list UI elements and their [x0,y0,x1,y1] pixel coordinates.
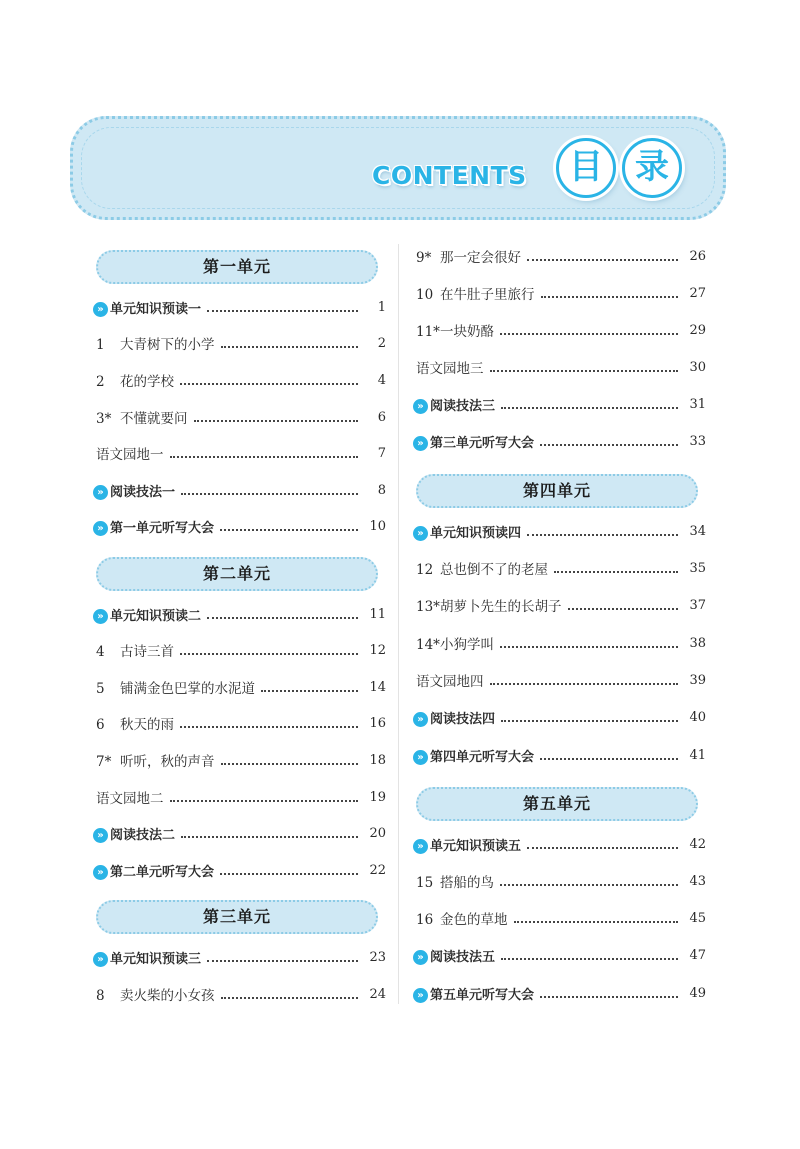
double-chevron-right-icon: » [93,302,108,317]
toc-entry[interactable]: 7* 听听，秋的声音 18 [96,752,386,770]
unit-heading-2[interactable]: 第二单元 [96,557,378,591]
double-chevron-right-icon: » [93,952,108,967]
unit-heading-1[interactable]: 第一单元 [96,250,378,284]
double-chevron-right-icon: » [93,828,108,843]
double-chevron-right-icon: » [413,950,428,965]
toc-entry[interactable]: 1 大青树下的小学 2 [96,335,386,353]
unit-heading-4[interactable]: 第四单元 [416,474,698,508]
toc-entry[interactable]: 3* 不懂就要问 6 [96,409,386,427]
double-chevron-right-icon: » [413,712,428,727]
contents-word: CONTENTS [372,161,527,190]
toc-entry[interactable]: 语文园地三 30 [416,359,706,377]
double-chevron-right-icon: » [413,526,428,541]
toc-entry[interactable]: 2 花的学校 4 [96,372,386,390]
toc-entry[interactable]: 16 金色的草地 45 [416,910,706,928]
toc-entry[interactable]: 9* 那一定会很好 26 [416,248,706,266]
title-char-lu: 录 [622,138,682,198]
double-chevron-right-icon: » [413,436,428,451]
double-chevron-right-icon: » [413,399,428,414]
toc-entry[interactable]: 6 秋天的雨 16 [96,715,386,733]
toc-entry[interactable]: 10 在牛肚子里旅行 27 [416,285,706,303]
double-chevron-right-icon: » [413,839,428,854]
toc-entry[interactable]: » 单元知识预读五 42 [416,833,706,855]
toc-entry[interactable]: » 第三单元听写大会 33 [416,430,706,452]
toc-entry[interactable]: 语文园地二 19 [96,789,386,807]
toc-entry[interactable]: 语文园地四 39 [416,672,706,690]
double-chevron-right-icon: » [93,609,108,624]
toc-entry[interactable]: 15 搭船的鸟 43 [416,873,706,891]
toc-entry[interactable]: » 单元知识预读一 1 [96,296,386,318]
double-chevron-right-icon: » [93,865,108,880]
double-chevron-right-icon: » [93,485,108,500]
toc-entry[interactable]: 语文园地一 7 [96,445,386,463]
toc-entry[interactable]: » 阅读技法三 31 [416,393,706,415]
toc-entry[interactable]: » 第四单元听写大会 41 [416,744,706,766]
toc-entry[interactable]: 8 卖火柴的小女孩 24 [96,986,386,1004]
toc-entry[interactable]: 5 铺满金色巴掌的水泥道 14 [96,679,386,697]
double-chevron-right-icon: » [413,988,428,1003]
toc-entry[interactable]: » 第一单元听写大会 10 [96,515,386,537]
title-char-mu: 目 [556,138,616,198]
toc-entry[interactable]: » 单元知识预读三 23 [96,946,386,968]
double-chevron-right-icon: » [413,750,428,765]
toc-entry[interactable]: » 阅读技法二 20 [96,822,386,844]
toc-entry[interactable]: » 阅读技法五 47 [416,944,706,966]
toc-entry[interactable]: 14*小狗学叫 38 [416,635,706,653]
toc-entry[interactable]: 13*胡萝卜先生的长胡子 37 [416,597,706,615]
toc-entry[interactable]: » 第二单元听写大会 22 [96,859,386,881]
column-divider [398,244,399,1004]
unit-heading-3[interactable]: 第三单元 [96,900,378,934]
toc-entry[interactable]: 12 总也倒不了的老屋 35 [416,560,706,578]
toc-entry[interactable]: » 单元知识预读二 11 [96,603,386,625]
toc-entry[interactable]: » 单元知识预读四 34 [416,520,706,542]
toc-entry[interactable]: 11*一块奶酪 29 [416,322,706,340]
toc-entry[interactable]: 4 古诗三首 12 [96,642,386,660]
toc-entry[interactable]: » 第五单元听写大会 49 [416,982,706,1004]
toc-entry[interactable]: » 阅读技法一 8 [96,479,386,501]
unit-heading-5[interactable]: 第五单元 [416,787,698,821]
toc-entry[interactable]: » 阅读技法四 40 [416,706,706,728]
double-chevron-right-icon: » [93,521,108,536]
